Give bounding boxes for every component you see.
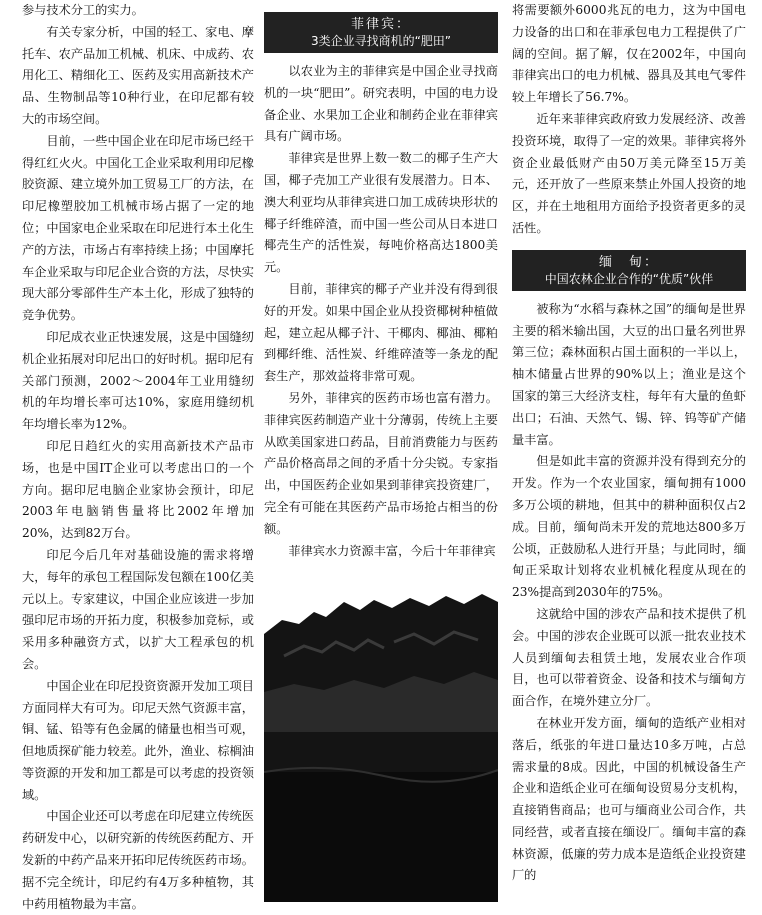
paragraph: 这就给中国的涉农产品和技术提供了机会。中国的涉农企业既可以派一批农业技术人员到缅甸去租赁土地，发展农业合作项目，也可以带着资金、设备和技术与缅甸方面合作，在境外建立分厂。 — [512, 606, 746, 709]
left-column — [22, 0, 254, 915]
section-banner-subtitle: 中国农林企业合作的“优质”伙伴 — [544, 271, 714, 286]
scenery-photo — [264, 572, 498, 902]
right-column — [512, 0, 746, 887]
paragraph: 另外，菲律宾的医药市场也富有潜力。菲律宾医药制造产业十分薄弱，传统上主要从欧美国家进口药品，目前消费能力与医药产品价格高昂之间的矛盾十分尖锐。专家指出，中国医药企业如果到菲律宾投资建厂，完全有可能在其医药产品市场抢占相当的份额。 — [264, 390, 498, 536]
paragraph: 中国企业还可以考虑在印尼建立传统医药研发中心，以研究新的传统医药配方、开发新的中药产品来开拓印尼传统医药市场。据不完全统计，印尼约有4万多种植物，其中药用植物最为丰富。 — [22, 809, 254, 911]
paragraph: 参与技术分工的实力。 — [22, 3, 144, 17]
paragraph: 有关专家分析，中国的轻工、家电、摩托车、农产品加工机械、机床、中成药、农用化工、精细化工、医药及实用高新技术产品、生物制品等10种行业，在印尼都有较大的市场空间。 — [22, 24, 254, 126]
paragraph: 菲律宾水力资源丰富，今后十年菲律宾 — [288, 543, 496, 558]
paragraph: 印尼成衣业正快速发展，这是中国缝纫机企业拓展对印尼出口的好时机。据印尼有关部门预测，2002～2004年工业用缝纫机的年均增长率可达10%，家庭用缝纫机年均增长率为12%。 — [22, 329, 254, 432]
middle-column — [264, 0, 498, 902]
paragraph: 将需要额外6000兆瓦的电力，这为中国电力设备的出口和在菲承包电力工程提供了广阔的空间。据了解，仅在2002年，中国向菲律宾出口的电力机械、器具及其电气零件较上年增长了56.7%。 — [512, 3, 746, 105]
paragraph: 被称为“水稻与森林之国”的缅甸是世界主要的稻米输出国，大豆的出口量名列世界第三位；森林面积占国土面积的一半以上，柚木储量占世界的90%以上；渔业是这个国家的第三大经济支柱，每年有大量的鱼虾出口；石油、天然气、锡、锌、钨等矿产储量丰富。 — [512, 301, 746, 447]
section-banner-subtitle: 3类企业寻找商机的“肥田” — [310, 34, 452, 48]
section-banner-title: 菲律宾： — [350, 17, 411, 32]
paragraph: 但是如此丰富的资源并没有得到充分的开发。作为一个农业国家，缅甸拥有1000多万公顷的耕地，但其中的耕种面积仅占2成。目前，缅甸尚未开发的荒地达800多万公顷，正鼓励私人进行开垦；与此同时，缅甸正采取计划将农业机械化程度从现在的23%提高到2030年的75%。 — [512, 454, 746, 600]
paragraph: 目前，一些中国企业在印尼市场已经干得红红火火。中国化工企业采取利用印尼橡胶资源、建立境外加工贸易工厂的方法，在印尼橡塑胶加工机械市场占据了一定的地位；中国家电企业采取在印尼进行本土化生产的方法，市场占有率持续上扬；中国摩托车企业采取与印尼企业合资的方法，尽快实现大部分零部件生产本土化，形成了独特的竞争优势。 — [22, 133, 254, 323]
section-banner-philippines — [264, 12, 498, 53]
paragraph: 菲律宾是世界上数一数二的椰子生产大国，椰子壳加工产业很有发展潜力。日本、澳大利亚均从菲律宾进口加工成砖块形状的椰子纤维碎渣，而中国一些公司从日本进口椰壳生产的活性炭，每吨价格高达1800美元。 — [264, 151, 498, 275]
paragraph: 近年来菲律宾政府致力发展经济、改善投资环境，取得了一定的效果。菲律宾将外资企业最低财产由50万美元降至15万美元，还开放了一些原来禁止外国人投资的地区，并在土地租用方面给予投资者更多的灵活性。 — [512, 111, 746, 235]
paragraph: 以农业为主的菲律宾是中国企业寻找商机的一块“肥田”。研究表明，中国的电力设备企业、水果加工企业和制药企业在菲律宾具有广阔市场。 — [264, 64, 498, 144]
section-banner-title: 缅 甸： — [598, 254, 659, 270]
section-banner-myanmar — [512, 250, 746, 291]
paragraph: 印尼今后几年对基础设施的需求将增大，每年的承包工程国际发包额在100亿美元以上。专家建议，中国企业应该进一步加强印尼市场的开拓力度，积极参加竞标，或采用多种融资方式，以扩大工程承包的机会。 — [22, 547, 254, 671]
paragraph: 目前，菲律宾的椰子产业并没有得到很好的开发。如果中国企业从投资椰树种植做起，建立起从椰子汁、干椰肉、椰油、椰粕到椰纤维、活性炭、纤维碎渣等一条龙的配套生产，那效益将非常可观。 — [264, 281, 498, 384]
paragraph: 在林业开发方面，缅甸的造纸产业相对落后，纸张的年进口量达10多万吨，占总需求量的8成。因此，中国的机械设备生产企业和造纸企业可在缅甸设贸易分支机构，直接销售商品；也可与缅商业公司合作，共同经营，或者直接在缅设厂。缅甸丰富的森林资源，低廉的劳力成本是造纸企业投资建厂的 — [512, 715, 746, 883]
paragraph: 中国企业在印尼投资资源开发加工项目方面同样大有可为。印尼天然气资源丰富，铜、锰、铅等有色金属的储量也相当可观，但地质探矿能力较差。此外，渔业、棕榈油等资源的开发和加工都是可以考虑的投资领域。 — [22, 678, 254, 802]
paragraph: 印尼日趋红火的实用高新技术产品市场，也是中国IT企业可以考虑出口的一个方向。据印尼电脑企业家协会预计，印尼2003年电脑销售量将比2002年增加20%，达到82万台。 — [22, 438, 254, 541]
